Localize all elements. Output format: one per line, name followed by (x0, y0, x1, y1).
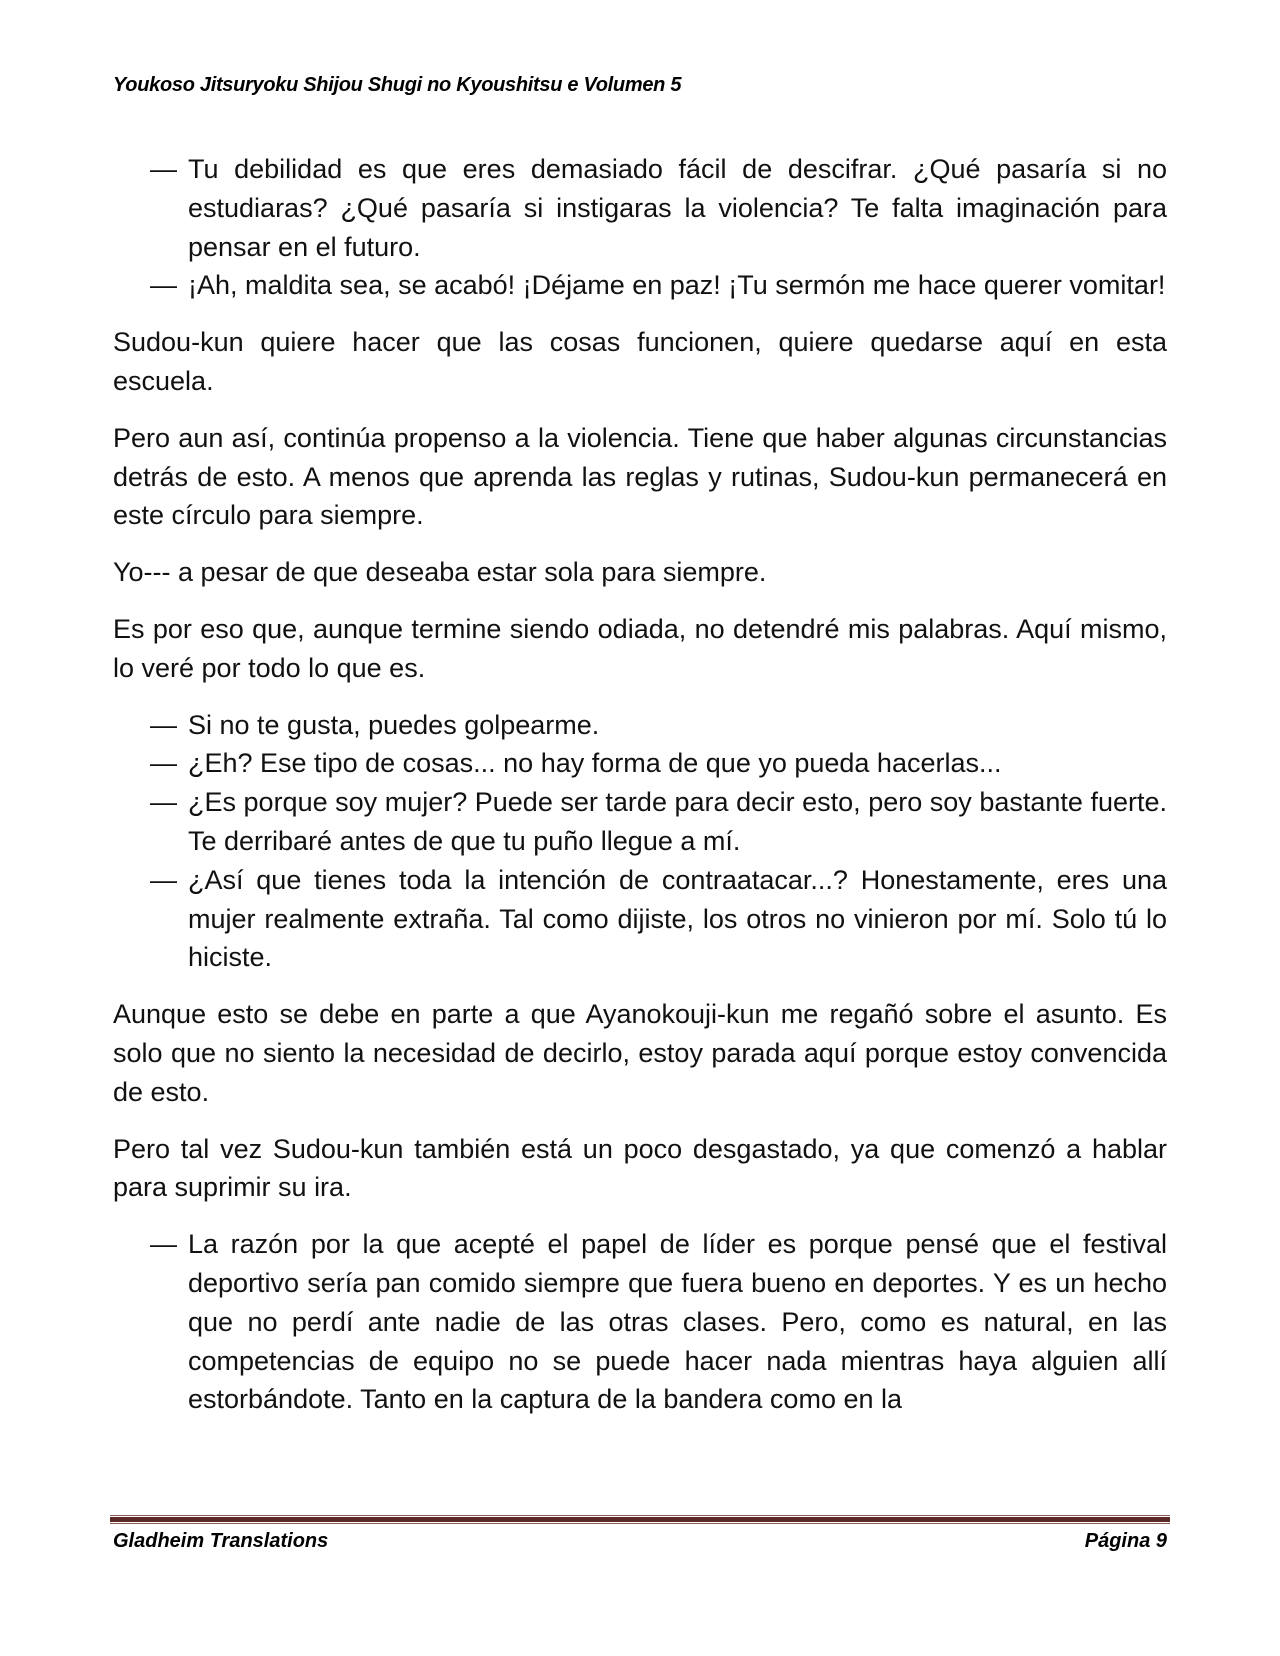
dialogue-text: ¡Ah, maldita sea, se acabó! ¡Déjame en paz! ¡Tu sermón me hace querer vomitar! (188, 270, 1166, 301)
dialogue-text: ¿Así que tienes toda la intención de contraatacar...? Honestamente, eres una mujer realmente extraña. Tal como dijiste, los otros no vinieron por mí. Solo tú lo hiciste. (188, 864, 1167, 973)
paragraph: Pero aun así, continúa propenso a la violencia. Tiene que haber algunas circunstancias detrás de esto. A menos que aprenda las reglas y rutinas, Sudou-kun permanecerá en este círculo para siempre. (113, 422, 1167, 531)
dialogue-line (113, 1225, 1167, 1419)
dialogue-dash: — (150, 748, 177, 779)
page-body (113, 150, 1167, 1437)
running-header-title: Youkoso Jitsuryoku Shijou Shugi no Kyoushitsu e Volumen 5 (113, 74, 682, 96)
dialogue-line (113, 266, 1167, 305)
dialogue-line (113, 783, 1167, 861)
footer-rule-thick (110, 1517, 1170, 1522)
footer-rule-thin-bottom (110, 1523, 1170, 1524)
footer-page-number: Página 9 (1084, 1530, 1167, 1552)
paragraph: Pero tal vez Sudou-kun también está un poco desgastado, ya que comenzó a hablar para suprimir su ira. (113, 1133, 1167, 1203)
dialogue-block (113, 150, 1167, 305)
dialogue-dash: — (150, 270, 177, 301)
dialogue-line (113, 150, 1167, 266)
paragraph: Es por eso que, aunque termine siendo odiada, no detendré mis palabras. Aquí mismo, lo veré por todo lo que es. (113, 613, 1167, 683)
paragraph: Sudou-kun quiere hacer que las cosas funcionen, quiere quedarse aquí en esta escuela. (113, 327, 1167, 396)
paragraph: Yo--- a pesar de que deseaba estar sola para siempre. (113, 557, 767, 588)
dialogue-dash: — (150, 709, 177, 740)
footer-rule-thin-top (110, 1515, 1170, 1516)
dialogue-text: Tu debilidad es que eres demasiado fácil de descifrar. ¿Qué pasaría si no estudiaras? ¿Qué pasaría si instigaras la violencia? Te falta imaginación para pensar en el futuro. (188, 154, 1167, 262)
dialogue-text: ¿Eh? Ese tipo de cosas... no hay forma de que yo pueda hacerlas... (188, 748, 1002, 779)
footer-translator: Gladheim Translations (113, 1530, 329, 1552)
dialogue-line (113, 706, 1167, 745)
dialogue-dash: — (150, 1229, 177, 1260)
dialogue-block (113, 706, 1167, 978)
dialogue-dash: — (150, 154, 177, 184)
dialogue-text: La razón por la que acepté el papel de líder es porque pensé que el festival deportivo sería pan comido siempre que fuera bueno en deportes. Y es un hecho que no perdí ante nadie de las otras clases. Pero, como es natural, en las competencias de equipo no se puede hacer nada mientras haya alguien allí estorbándote. Tanto en la captura de la bandera como en la (188, 1229, 1167, 1415)
dialogue-block (113, 1225, 1167, 1419)
dialogue-line (113, 861, 1167, 977)
dialogue-dash: — (150, 864, 177, 895)
dialogue-line (113, 744, 1167, 783)
paragraph: Aunque esto se debe en parte a que Ayanokouji-kun me regañó sobre el asunto. Es solo que no siento la necesidad de decirlo, estoy parada aquí porque estoy convencida de esto. (113, 999, 1167, 1107)
dialogue-text: ¿Es porque soy mujer? Puede ser tarde para decir esto, pero soy bastante fuerte. Te derribaré antes de que tu puño llegue a mí. (188, 787, 1167, 856)
dialogue-dash: — (150, 787, 177, 818)
dialogue-text: Si no te gusta, puedes golpearme. (188, 709, 600, 740)
